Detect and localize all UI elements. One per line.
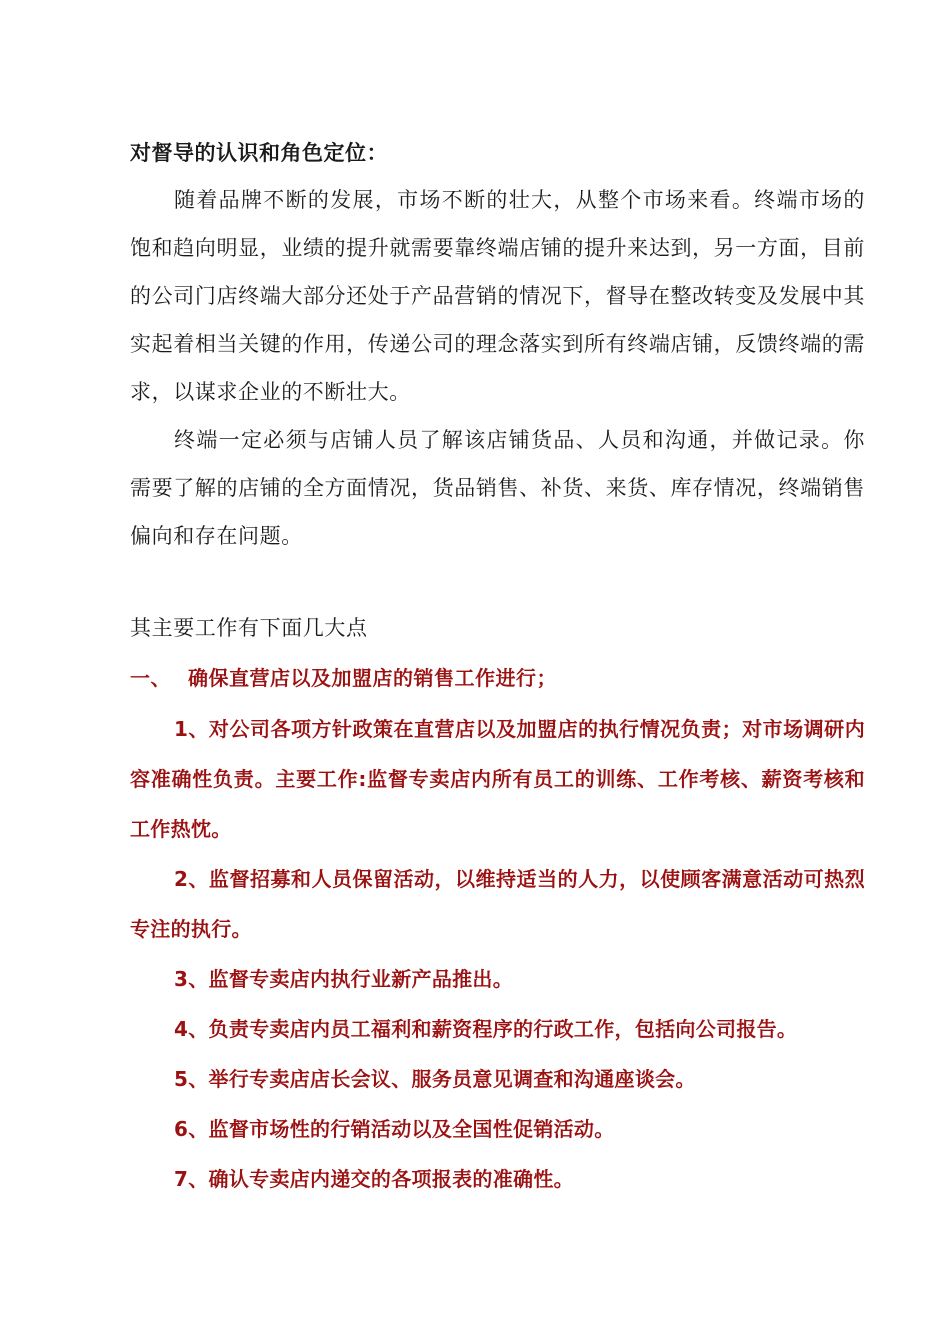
duty-item-4: 4、负责专卖店内员工福利和薪资程序的行政工作，包括向公司报告。 <box>174 1017 798 1041</box>
duty-item-2: 2、监督招募和人员保留活动，以维持适当的人力，以使顾客满意活动可热烈专注的执行。 <box>130 867 865 941</box>
duty-item-7: 7、确认专卖店内递交的各项报表的准确性。 <box>174 1167 574 1191</box>
duty-item-6: 6、监督市场性的行销活动以及全国性促销活动。 <box>174 1117 615 1141</box>
main-work-intro: 其主要工作有下面几大点 <box>130 616 368 640</box>
section-title <box>130 652 865 704</box>
duty-item-3: 3、监督专卖店内执行业新产品推出。 <box>174 967 514 991</box>
section-title-text: 确保直营店以及加盟店的销售工作进行； <box>188 666 557 690</box>
duty-item-1: 1、对公司各项方针政策在直营店以及加盟店的执行情况负责；对市场调研内容准确性负责。主要工作:监督专卖店内所有员工的训练、工作考核、薪资考核和工作热忱。 <box>130 717 865 841</box>
document-heading: 对督导的认识和角色定位： <box>130 141 388 165</box>
paragraph-role-definition: 随着品牌不断的发展，市场不断的壮大，从整个市场来看。终端市场的饱和趋向明显，业绩的提升就需要靠终端店铺的提升来达到，另一方面，目前的公司门店终端大部分还处于产品营销的情况下，督导在整改转变及发展中其实起着相当关键的作用，传递公司的理念落实到所有终端店铺，反馈终端的需求，以谋求企业的不断壮大。 <box>130 188 865 404</box>
document-page <box>130 130 865 1204</box>
paragraph-store-understanding: 终端一定必须与店铺人员了解该店铺货品、人员和沟通，并做记录。你需要了解的店铺的全方面情况，货品销售、补货、来货、库存情况，终端销售偏向和存在问题。 <box>130 428 865 548</box>
duty-item-5: 5、举行专卖店店长会议、服务员意见调查和沟通座谈会。 <box>174 1067 696 1091</box>
section-number: 一、 <box>130 666 171 690</box>
